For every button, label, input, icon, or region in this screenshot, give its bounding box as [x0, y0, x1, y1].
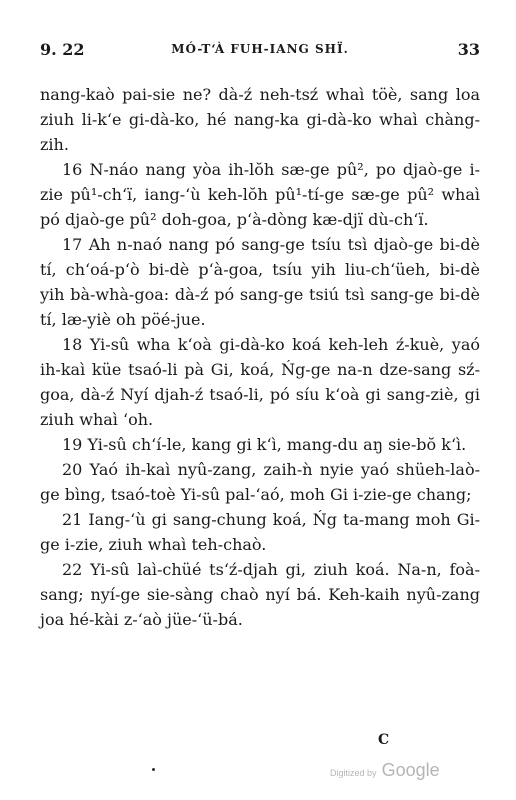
paragraph-continuation: nang-kaò pai-sie ne? dà-ź neh-tsź whaì töè, sang loa ziuh li-k‘e gi-dà-ko, hé nang-ka gi-dà-ko whaì chàng-zih. [40, 85, 480, 154]
running-header [40, 40, 480, 64]
text-body [40, 82, 480, 632]
verse-21: 21 Iang-‘ù gi sang-chung koá, Ńg ta-mang moh Gi-ge i-zie, ziuh whaì teh-chaò. [40, 510, 480, 554]
verse-16: 16 N-náo nang yòa ih-lŏh sæ-ge pû², po djaò-ge i-zie pû¹-ch‘ï, iang-‘ù keh-lŏh pû¹-tí-ge sæ-ge pû² whaì pó djaò-ge pû² doh-goa, p‘à-dòng kæ-djï dù-ch‘ï. [40, 160, 480, 229]
watermark-logo: Google [381, 760, 440, 780]
verse-18: 18 Yi-sû wha k‘oà gi-dà-ko koá keh-leh ź-kuè, yaó ih-kaì küe tsaó-li pà Gi, koá, Ńg-ge na-n dze-sang sź-goa, dà-ź Nyí djah-ź tsaó-li, pó síu k‘oà gi sang-ziè, gi ziuh whaì ‘oh. [40, 335, 480, 429]
verse-22: 22 Yi-sû laì-chüé ts‘ź-djah gi, ziuh koá. Na-n, foà-sang; nyí-ge sie-sàng chaò nyí bá. Keh-kaih nyû-zang joa hé-kài z-‘aò jüe-‘ü-bá. [40, 560, 480, 629]
ink-dot [152, 768, 155, 771]
digitized-watermark [330, 760, 440, 781]
chapter-verse-ref: 9. 22 [40, 40, 85, 59]
verse-17: 17 Ah n-naó nang pó sang-ge tsíu tsì djaò-ge bi-dè tí, ch‘oá-p‘ò bi-dè p‘à-goa, tsíu yih liu-ch‘üeh, bi-dè yih bà-whà-goa: dà-ź pó sang-ge tsiú tsì sang-ge bi-dè tí, læ-yiè oh pöé-jue. [40, 235, 480, 329]
book-title: MÓ-T‘À FUH-IANG SHÏ. [171, 42, 349, 56]
page-number: 33 [457, 40, 480, 59]
verse-20: 20 Yaó ih-kaì nyû-zang, zaih-ǹ nyie yaó shüeh-laò-ge bìng, tsaó-toè Yi-sû pal-‘aó, moh Gi i-zie-ge chang; [40, 460, 480, 504]
verse-19: 19 Yi-sû ch‘í-le, kang gi k‘ì, mang-du aŋ sie-bŏ k‘ì. [62, 435, 467, 454]
signature-mark: C [378, 732, 390, 748]
watermark-prefix: Digitized by [330, 768, 377, 778]
